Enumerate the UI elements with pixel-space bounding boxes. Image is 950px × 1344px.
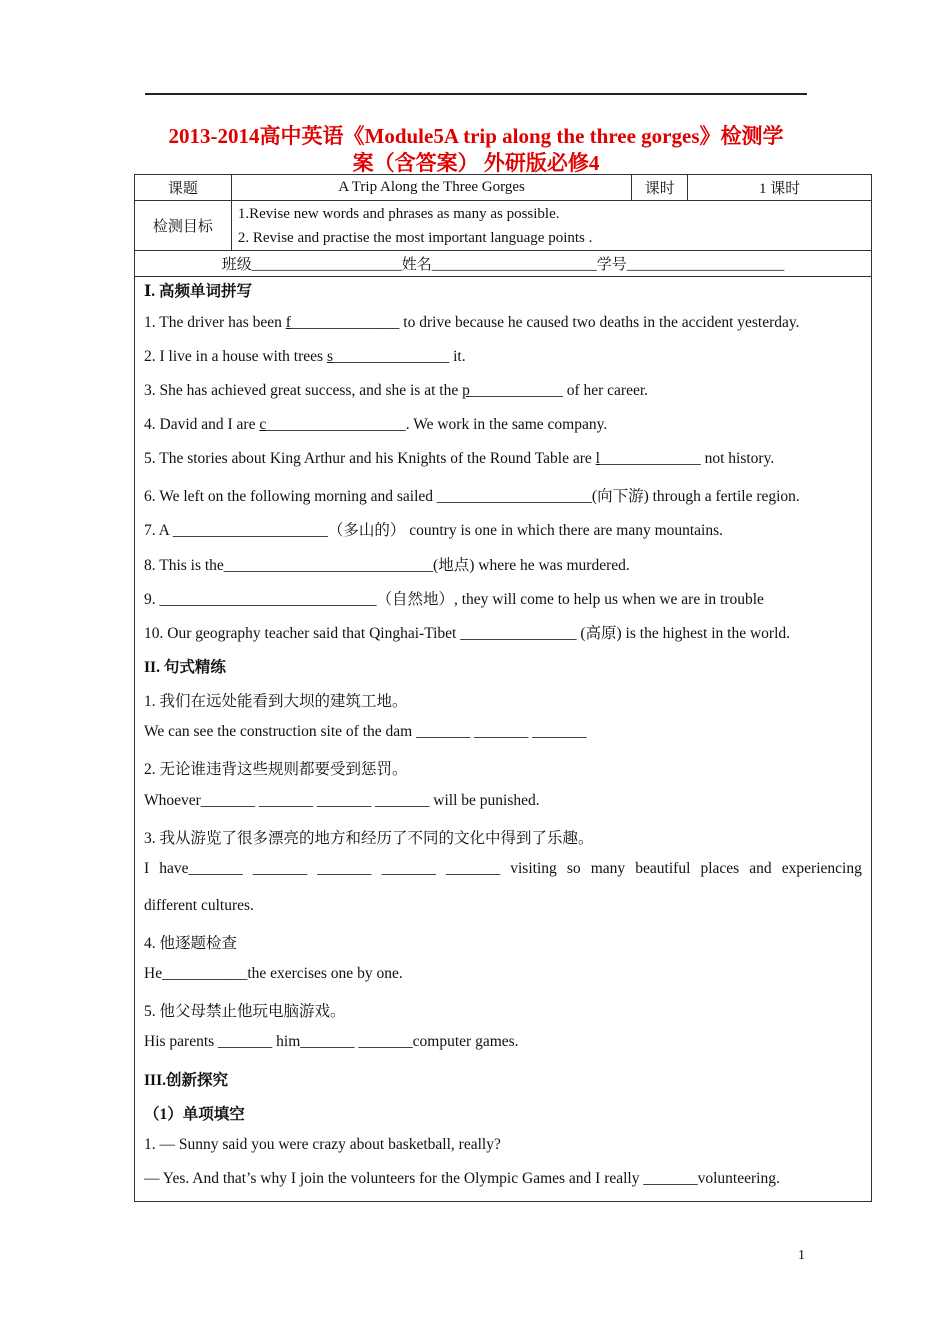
s1-q1-rest: to drive because he caused two deaths in the accident yesterday. bbox=[399, 314, 800, 331]
s2-q3-word: have_______ bbox=[159, 860, 243, 877]
s2-q3-word: _______ bbox=[445, 860, 501, 877]
s1-question-4 bbox=[144, 416, 862, 434]
goal-label: 检测目标 bbox=[135, 201, 232, 251]
s1-q2-letter: s bbox=[326, 348, 333, 365]
s1-q2-blank: _______________ bbox=[333, 348, 450, 365]
section-3-heading: III.创新探究 bbox=[144, 1072, 228, 1089]
s2-q1-chinese: 1. 我们在远处能看到大坝的建筑工地。 bbox=[144, 693, 408, 710]
header-rule bbox=[145, 93, 807, 95]
title-line-1: 2013-2014高中英语《Module5A trip along the three gorges》检测学 bbox=[168, 124, 784, 148]
s1-q5-text: 5. The stories about King Arthur and his Knights of the Round Table are bbox=[144, 450, 596, 467]
s2-q3-word: experiencing bbox=[781, 860, 862, 877]
s1-question-3 bbox=[144, 382, 862, 400]
student-info-line: 班级____________________姓名______________________学号_____________________ bbox=[135, 251, 872, 277]
s2-q3-word: I bbox=[144, 860, 150, 877]
exercise-body bbox=[134, 276, 872, 1202]
s1-q5-letter: l bbox=[595, 450, 600, 467]
s1-question-7: 7. A ____________________（多山的） country is one in which there are many mountains. bbox=[144, 522, 724, 539]
s2-q5-english: His parents _______ him_______ _______computer games. bbox=[144, 1033, 519, 1050]
topic-label: 课题 bbox=[135, 175, 232, 201]
period-value: 1 课时 bbox=[688, 175, 872, 201]
s2-q4-english: He___________the exercises one by one. bbox=[144, 965, 403, 982]
s2-q3-word: beautiful bbox=[635, 860, 691, 877]
s2-q3-word: so bbox=[566, 860, 581, 877]
s1-q3-rest: of her career. bbox=[562, 382, 649, 399]
s2-q3-word: many bbox=[590, 860, 626, 877]
s2-q2-english: Whoever_______ _______ _______ _______ will be punished. bbox=[144, 792, 540, 809]
s2-q3-word: places bbox=[700, 860, 740, 877]
goal-2: 2. Revise and practise the most important language points . bbox=[237, 229, 593, 246]
topic-value: A Trip Along the Three Gorges bbox=[231, 175, 631, 201]
s2-q3-english bbox=[144, 860, 862, 878]
s1-q4-letter: c bbox=[259, 416, 267, 433]
s3-q1-line-2: — Yes. And that’s why I join the volunteers for the Olympic Games and I really _______volunteering. bbox=[144, 1170, 780, 1187]
s2-q3-word: _______ bbox=[252, 860, 308, 877]
s1-question-8: 8. This is the___________________________(地点) where he was murdered. bbox=[144, 557, 630, 574]
s2-q2-chinese: 2. 无论谁违背这些规则都要受到惩罚。 bbox=[144, 761, 408, 778]
s2-q4-chinese: 4. 他逐题检查 bbox=[144, 935, 238, 952]
goal-cell bbox=[231, 201, 871, 251]
s1-q1-text: 1. The driver has been bbox=[144, 314, 286, 331]
s1-question-2 bbox=[144, 348, 862, 366]
s1-q3-blank: ____________ bbox=[469, 382, 563, 399]
section-1-heading: Ⅰ. 高频单词拼写 bbox=[144, 283, 253, 300]
s2-q3-word: _______ bbox=[381, 860, 436, 877]
s2-q3-english-cont: different cultures. bbox=[144, 897, 254, 914]
s1-question-10: 10. Our geography teacher said that Qinghai-Tibet _______________ (高原) is the highest in the world. bbox=[144, 625, 791, 642]
s1-q1-letter: f bbox=[285, 314, 291, 331]
s1-q4-rest: . We work in the same company. bbox=[405, 416, 608, 433]
title-line-2: 案（含答案） 外研版必修4 bbox=[352, 151, 600, 175]
s1-question-5 bbox=[144, 450, 862, 468]
s2-q3-chinese: 3. 我从游览了很多漂亮的地方和经历了不同的文化中得到了乐趣。 bbox=[144, 830, 594, 847]
s1-q5-blank: _____________ bbox=[599, 450, 701, 467]
document-title bbox=[140, 123, 812, 177]
s1-q3-text: 3. She has achieved great success, and she is at the bbox=[144, 382, 463, 399]
s1-q5-rest: not history. bbox=[700, 450, 775, 467]
s2-q1-english: We can see the construction site of the dam _______ _______ _______ bbox=[144, 723, 587, 740]
s2-q3-word: _______ bbox=[317, 860, 372, 877]
s1-question-1 bbox=[144, 314, 862, 332]
s2-q5-chinese: 5. 他父母禁止他玩电脑游戏。 bbox=[144, 1003, 346, 1020]
s1-q4-text: 4. David and I are bbox=[144, 416, 260, 433]
lesson-info-table bbox=[134, 174, 872, 277]
period-label: 课时 bbox=[632, 175, 688, 201]
page-number: 1 bbox=[798, 1248, 805, 1263]
s1-question-6: 6. We left on the following morning and sailed ____________________(向下游) through a fertile region. bbox=[144, 488, 800, 505]
s2-q3-word: visiting bbox=[510, 860, 557, 877]
s1-q4-blank: __________________ bbox=[266, 416, 406, 433]
goal-1: 1.Revise new words and phrases as many as possible. bbox=[237, 205, 560, 222]
s1-q1-blank: ______________ bbox=[290, 314, 400, 331]
section-3-subheading: （1）单项填空 bbox=[144, 1106, 245, 1123]
s1-q2-rest: it. bbox=[449, 348, 466, 365]
s1-question-9: 9. ____________________________（自然地）, they will come to help us when we are in trouble bbox=[144, 591, 764, 608]
s1-q2-text: 2. I live in a house with trees bbox=[144, 348, 327, 365]
s3-q1-line-1: 1. — Sunny said you were crazy about basketball, really? bbox=[144, 1136, 501, 1153]
section-2-heading: II. 句式精练 bbox=[144, 659, 226, 676]
s2-q3-word: and bbox=[749, 860, 772, 877]
s1-q3-letter: p bbox=[462, 382, 470, 399]
